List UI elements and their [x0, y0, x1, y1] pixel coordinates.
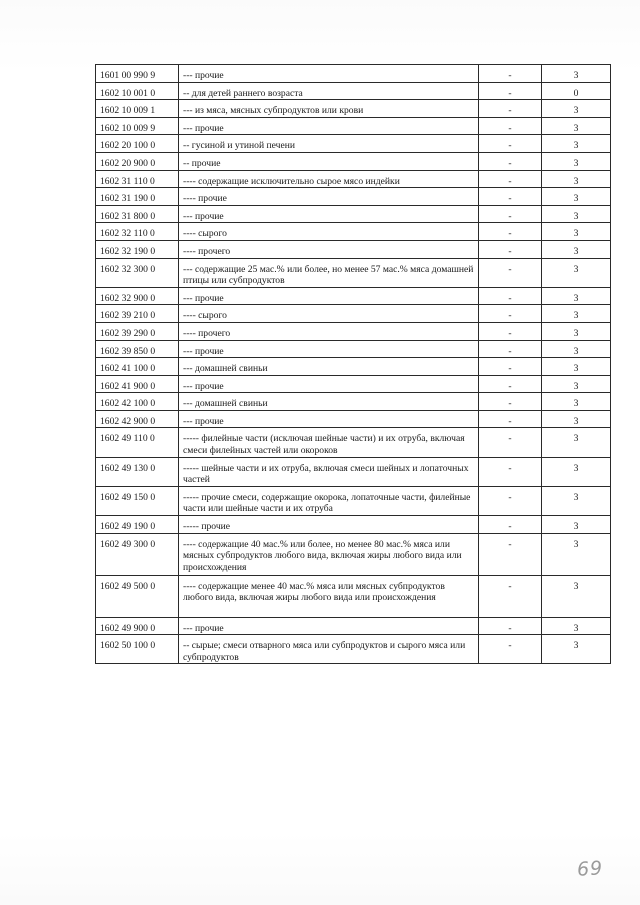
description-cell: --- домашней свиньи	[179, 393, 479, 411]
description-cell: ---- сырого	[179, 223, 479, 241]
rate-cell: 3	[542, 65, 611, 83]
rate-cell: 3	[542, 533, 611, 575]
tariff-code-cell: 1602 49 190 0	[96, 516, 179, 534]
duty-cell: -	[479, 117, 542, 135]
tariff-code-cell: 1602 32 190 0	[96, 240, 179, 258]
tariff-code-cell: 1602 20 100 0	[96, 135, 179, 153]
description-cell: --- прочие	[179, 375, 479, 393]
rate-cell: 3	[542, 170, 611, 188]
tariff-code-cell: 1602 41 100 0	[96, 358, 179, 376]
table-row	[96, 322, 611, 340]
tariff-code-cell: 1602 31 190 0	[96, 188, 179, 206]
tariff-code-cell: 1602 20 900 0	[96, 152, 179, 170]
tariff-code-cell: 1602 49 110 0	[96, 428, 179, 457]
description-cell: --- содержащие 25 мас.% или более, но менее 57 мас.% мяса домашней птицы или субпродуктов	[179, 258, 479, 287]
rate-cell: 3	[542, 152, 611, 170]
table-row	[96, 258, 611, 287]
duty-cell: -	[479, 223, 542, 241]
tariff-table	[95, 64, 611, 664]
tariff-code-cell: 1602 49 500 0	[96, 575, 179, 617]
tariff-code-cell: 1602 32 300 0	[96, 258, 179, 287]
table-row	[96, 358, 611, 376]
table-row	[96, 457, 611, 486]
table-row	[96, 375, 611, 393]
duty-cell: -	[479, 457, 542, 486]
description-cell: -- сырые; смеси отварного мяса или субпродуктов и сырого мяса или субпродуктов	[179, 635, 479, 664]
table-row	[96, 170, 611, 188]
description-cell: ----- прочие	[179, 516, 479, 534]
description-cell: --- прочие	[179, 617, 479, 635]
table-row	[96, 82, 611, 100]
duty-cell: -	[479, 486, 542, 515]
description-cell: --- прочие	[179, 340, 479, 358]
duty-cell: -	[479, 575, 542, 617]
rate-cell: 3	[542, 358, 611, 376]
duty-cell: -	[479, 170, 542, 188]
table-row	[96, 65, 611, 83]
table-row	[96, 152, 611, 170]
duty-cell: -	[479, 152, 542, 170]
tariff-code-cell: 1602 31 110 0	[96, 170, 179, 188]
description-cell: --- прочие	[179, 205, 479, 223]
duty-cell: -	[479, 533, 542, 575]
duty-cell: -	[479, 240, 542, 258]
description-cell: -- для детей раннего возраста	[179, 82, 479, 100]
description-cell: --- из мяса, мясных субпродуктов или крови	[179, 100, 479, 118]
tariff-code-cell: 1602 39 290 0	[96, 322, 179, 340]
description-cell: ---- содержащие 40 мас.% или более, но менее 80 мас.% мяса или мясных субпродуктов любого вида, включая жиры любого вида или происхождения	[179, 533, 479, 575]
duty-cell: -	[479, 258, 542, 287]
table-row	[96, 188, 611, 206]
table-row	[96, 486, 611, 515]
table-row	[96, 340, 611, 358]
handwritten-page-number: 69	[576, 857, 604, 881]
duty-cell: -	[479, 393, 542, 411]
description-cell: ----- шейные части и их отруба, включая смеси шейных и лопаточных частей	[179, 457, 479, 486]
rate-cell: 3	[542, 135, 611, 153]
description-cell: ---- сырого	[179, 305, 479, 323]
duty-cell: -	[479, 287, 542, 305]
duty-cell: -	[479, 205, 542, 223]
duty-cell: -	[479, 428, 542, 457]
description-cell: ---- прочего	[179, 322, 479, 340]
tariff-code-cell: 1602 31 800 0	[96, 205, 179, 223]
duty-cell: -	[479, 100, 542, 118]
table-row	[96, 135, 611, 153]
rate-cell: 3	[542, 428, 611, 457]
table-row	[96, 410, 611, 428]
rate-cell: 3	[542, 100, 611, 118]
table-row	[96, 305, 611, 323]
tariff-code-cell: 1602 42 900 0	[96, 410, 179, 428]
duty-cell: -	[479, 340, 542, 358]
table-row	[96, 635, 611, 664]
tariff-code-cell: 1602 10 009 1	[96, 100, 179, 118]
rate-cell: 3	[542, 188, 611, 206]
table-row	[96, 428, 611, 457]
duty-cell: -	[479, 516, 542, 534]
duty-cell: -	[479, 410, 542, 428]
table-row	[96, 617, 611, 635]
tariff-code-cell: 1601 00 990 9	[96, 65, 179, 83]
rate-cell: 3	[542, 617, 611, 635]
description-cell: --- домашней свиньи	[179, 358, 479, 376]
duty-cell: -	[479, 375, 542, 393]
description-cell: ---- содержащие менее 40 мас.% мяса или мясных субпродуктов любого вида, включая жиры любого вида или происхождения	[179, 575, 479, 617]
description-cell: ---- содержащие исключительно сырое мясо индейки	[179, 170, 479, 188]
description-cell: ----- прочие смеси, содержащие окорока, лопаточные части, филейные части или шейные части и их отруба	[179, 486, 479, 515]
rate-cell: 3	[542, 457, 611, 486]
duty-cell: -	[479, 65, 542, 83]
tariff-code-cell: 1602 49 300 0	[96, 533, 179, 575]
tariff-code-cell: 1602 32 900 0	[96, 287, 179, 305]
tariff-code-cell: 1602 42 100 0	[96, 393, 179, 411]
rate-cell: 3	[542, 223, 611, 241]
rate-cell: 3	[542, 375, 611, 393]
rate-cell: 3	[542, 575, 611, 617]
rate-cell: 3	[542, 258, 611, 287]
duty-cell: -	[479, 135, 542, 153]
tariff-code-cell: 1602 10 001 0	[96, 82, 179, 100]
rate-cell: 3	[542, 240, 611, 258]
duty-cell: -	[479, 635, 542, 664]
tariff-code-cell: 1602 32 110 0	[96, 223, 179, 241]
tariff-code-cell: 1602 50 100 0	[96, 635, 179, 664]
rate-cell: 3	[542, 516, 611, 534]
table-row	[96, 205, 611, 223]
description-cell: -- гусиной и утиной печени	[179, 135, 479, 153]
duty-cell: -	[479, 188, 542, 206]
description-cell: --- прочие	[179, 287, 479, 305]
table-row	[96, 575, 611, 617]
tariff-code-cell: 1602 49 150 0	[96, 486, 179, 515]
tariff-code-cell: 1602 49 130 0	[96, 457, 179, 486]
duty-cell: -	[479, 617, 542, 635]
description-cell: --- прочие	[179, 65, 479, 83]
tariff-code-cell: 1602 49 900 0	[96, 617, 179, 635]
tariff-code-cell: 1602 10 009 9	[96, 117, 179, 135]
description-cell: --- прочие	[179, 410, 479, 428]
rate-cell: 3	[542, 305, 611, 323]
table-row	[96, 240, 611, 258]
description-cell: --- прочие	[179, 117, 479, 135]
duty-cell: -	[479, 305, 542, 323]
tariff-code-cell: 1602 41 900 0	[96, 375, 179, 393]
table-row	[96, 393, 611, 411]
tariff-code-cell: 1602 39 850 0	[96, 340, 179, 358]
duty-cell: -	[479, 322, 542, 340]
rate-cell: 0	[542, 82, 611, 100]
table-row	[96, 223, 611, 241]
table-row	[96, 100, 611, 118]
table-row	[96, 117, 611, 135]
description-cell: -- прочие	[179, 152, 479, 170]
duty-cell: -	[479, 82, 542, 100]
rate-cell: 3	[542, 635, 611, 664]
table-row	[96, 533, 611, 575]
rate-cell: 3	[542, 287, 611, 305]
tariff-code-cell: 1602 39 210 0	[96, 305, 179, 323]
rate-cell: 3	[542, 117, 611, 135]
rate-cell: 3	[542, 393, 611, 411]
rate-cell: 3	[542, 322, 611, 340]
rate-cell: 3	[542, 486, 611, 515]
table-row	[96, 287, 611, 305]
rate-cell: 3	[542, 340, 611, 358]
tariff-table-body	[96, 65, 611, 664]
rate-cell: 3	[542, 410, 611, 428]
description-cell: ---- прочего	[179, 240, 479, 258]
table-row	[96, 516, 611, 534]
duty-cell: -	[479, 358, 542, 376]
description-cell: ----- филейные части (исключая шейные части) и их отруба, включая смеси филейных частей или окороков	[179, 428, 479, 457]
description-cell: ---- прочие	[179, 188, 479, 206]
rate-cell: 3	[542, 205, 611, 223]
